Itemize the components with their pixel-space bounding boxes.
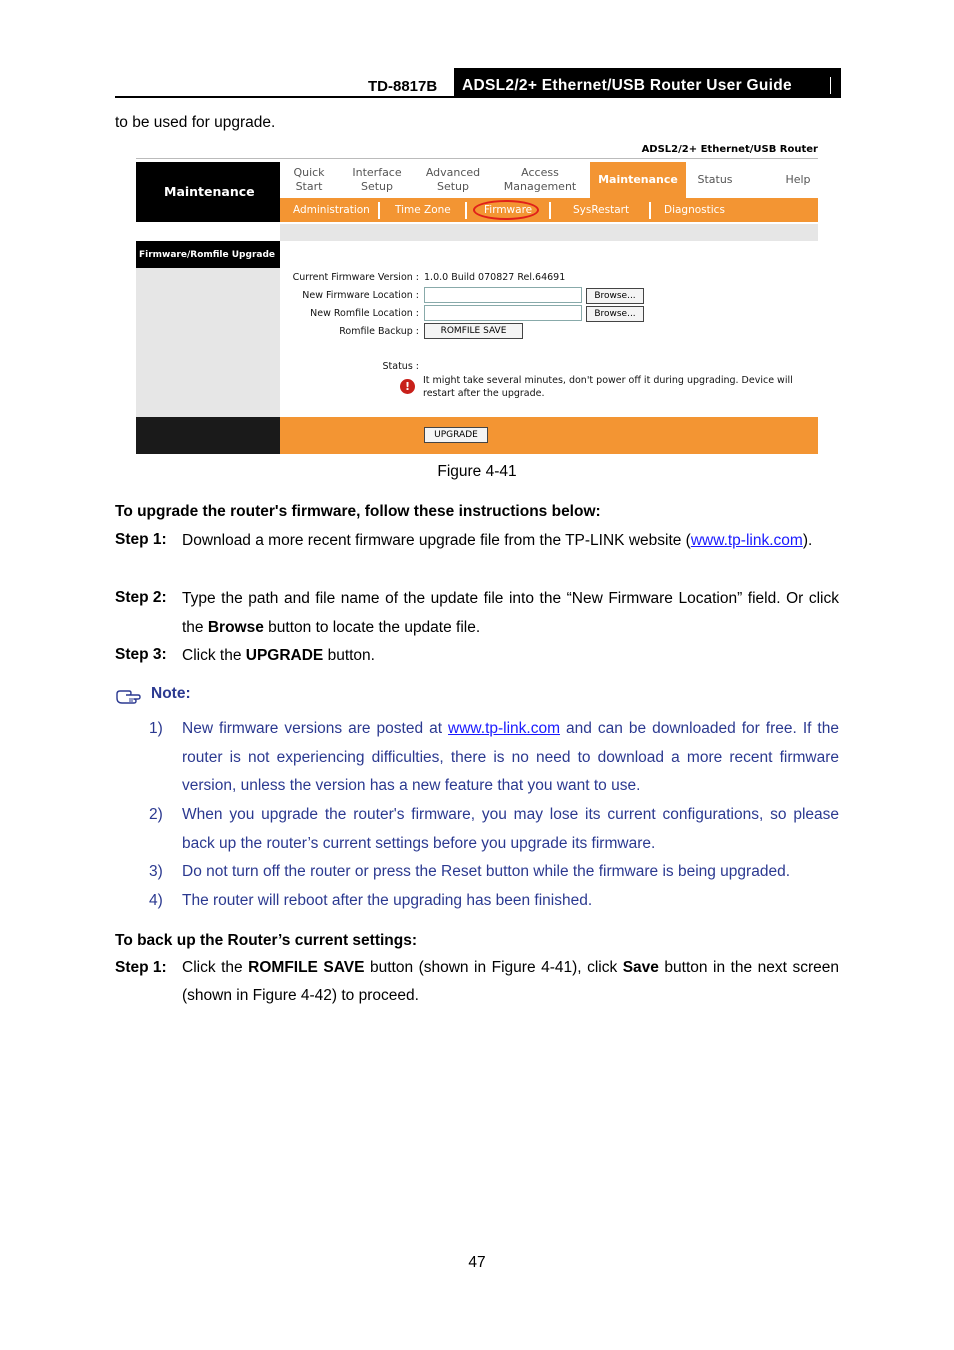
new-firmware-input[interactable] bbox=[424, 287, 582, 303]
intro-text: to be used for upgrade. bbox=[115, 114, 276, 131]
nav-label: Interface bbox=[352, 166, 402, 179]
header-title-divider bbox=[830, 77, 831, 94]
subnav-separator bbox=[378, 202, 380, 219]
nav-advanced-setup[interactable] bbox=[418, 166, 488, 194]
note-num-2: 2) bbox=[149, 806, 163, 823]
router-left-title: Maintenance bbox=[136, 162, 280, 222]
step3-text bbox=[182, 641, 839, 670]
step1-label: Step 1: bbox=[115, 531, 167, 548]
nav-label: Maintenance bbox=[598, 173, 678, 186]
subnav-administration[interactable]: Administration bbox=[293, 204, 370, 216]
step1-text-part: Download a more recent firmware upgrade file from the TP-LINK website ( bbox=[182, 532, 691, 549]
nav-label: Advanced bbox=[425, 166, 481, 179]
upgrade-heading: To upgrade the router's firmware, follow these instructions below: bbox=[115, 503, 601, 520]
label-new-firmware: New Firmware Location : bbox=[302, 290, 419, 301]
figure-caption: Figure 4-41 bbox=[437, 463, 517, 480]
header-title-text: ADSL2/2+ Ethernet/USB Router User Guide bbox=[462, 77, 792, 94]
backup-step1-label: Step 1: bbox=[115, 959, 167, 976]
router-gray-strip bbox=[280, 224, 818, 241]
nav-label: Quick bbox=[293, 166, 325, 179]
current-firmware-value: 1.0.0 Build 070827 Rel.64691 bbox=[424, 272, 566, 283]
backup-text-part: Click the bbox=[182, 959, 249, 976]
romfile-save-button[interactable]: ROMFILE SAVE bbox=[424, 323, 523, 339]
page-number: 47 bbox=[468, 1254, 486, 1271]
subnav-sysrestart[interactable]: SysRestart bbox=[573, 204, 630, 216]
router-sub-nav bbox=[280, 198, 818, 222]
subnav-separator bbox=[649, 202, 651, 219]
backup-bold-romfile-save: ROMFILE SAVE bbox=[248, 959, 365, 976]
subnav-separator bbox=[465, 202, 467, 219]
note-item-4: The router will reboot after the upgrading has been finished. bbox=[182, 892, 593, 909]
note-tp-link-link[interactable]: www.tp-link.com bbox=[448, 720, 560, 737]
warning-icon: ! bbox=[400, 379, 415, 394]
router-footer-left bbox=[136, 417, 280, 454]
nav-label: Help bbox=[785, 173, 811, 186]
router-top-nav bbox=[280, 162, 818, 198]
header-model: TD-8817B bbox=[368, 78, 438, 95]
router-footer bbox=[280, 417, 818, 454]
backup-text-part: button (shown in Figure 4-41), click bbox=[364, 959, 623, 976]
step2-text-part: Type the path and file name of the update file into the “New Firmware Location” field. Or click the bbox=[182, 590, 839, 636]
label-current-firmware: Current Firmware Version : bbox=[292, 272, 419, 283]
tp-link-website-link[interactable]: www.tp-link.com bbox=[690, 532, 803, 549]
note-item-1-text-end: and can be downloaded for free. If the router is not experiencing difficulties, there is no need to download a more recent firmware version, unless the version has a new feature that you want to use. bbox=[182, 720, 839, 794]
new-romfile-input[interactable] bbox=[424, 305, 582, 321]
note-item-1 bbox=[182, 715, 839, 801]
header-rule bbox=[115, 96, 841, 98]
backup-text-end: button in the next screen (shown in Figure 4-42) to proceed. bbox=[182, 959, 839, 1004]
label-new-romfile: New Romfile Location : bbox=[310, 308, 419, 319]
note-num-4: 4) bbox=[149, 892, 163, 909]
nav-access-management[interactable] bbox=[494, 166, 586, 194]
subnav-separator bbox=[549, 202, 551, 219]
nav-label: Start bbox=[295, 180, 323, 193]
label-status: Status : bbox=[382, 361, 419, 372]
nav-help[interactable] bbox=[770, 173, 826, 187]
step3-text-part: Click the bbox=[182, 647, 246, 664]
nav-quick-start[interactable] bbox=[280, 166, 338, 194]
upgrade-button[interactable]: UPGRADE bbox=[424, 427, 488, 443]
step3-bold-upgrade: UPGRADE bbox=[245, 647, 324, 664]
section-title: Firmware/Romfile Upgrade bbox=[136, 241, 280, 268]
subnav-firmware[interactable]: Firmware bbox=[484, 204, 533, 216]
subnav-time-zone[interactable]: Time Zone bbox=[395, 204, 451, 216]
nav-label: Setup bbox=[360, 180, 394, 193]
step2-label: Step 2: bbox=[115, 589, 167, 606]
router-brand: ADSL2/2+ Ethernet/USB Router bbox=[641, 144, 818, 155]
header-title bbox=[454, 68, 841, 98]
nav-maintenance[interactable] bbox=[590, 162, 686, 198]
step2-bold-browse: Browse bbox=[207, 619, 264, 636]
step1-text-end: ). bbox=[802, 532, 813, 549]
step1-text bbox=[182, 526, 839, 555]
router-brand-rule bbox=[136, 158, 818, 159]
router-screenshot bbox=[136, 140, 818, 454]
note-item-3: Do not turn off the router or press the Reset button while the firmware is being upgraded. bbox=[182, 863, 790, 880]
note-item-2: When you upgrade the router's firmware, you may lose its current configurations, so please back up the router’s current settings before you upgrade its firmware. bbox=[182, 806, 839, 852]
nav-label: Setup bbox=[436, 180, 470, 193]
browse-romfile-button[interactable]: Browse... bbox=[586, 306, 644, 322]
nav-interface-setup[interactable] bbox=[342, 166, 412, 194]
backup-step1-text bbox=[182, 954, 839, 1010]
note-item-1-text: New firmware versions are posted at bbox=[182, 720, 449, 737]
label-romfile-backup: Romfile Backup : bbox=[339, 326, 419, 337]
nav-label: Management bbox=[503, 180, 577, 193]
status-message: It might take several minutes, don't power off it during upgrading. Device will restart after the upgrade. bbox=[423, 375, 793, 399]
step3-label: Step 3: bbox=[115, 646, 167, 663]
pointing-hand-icon bbox=[116, 687, 142, 705]
subnav-diagnostics[interactable]: Diagnostics bbox=[664, 204, 725, 216]
step2-text-end: button to locate the update file. bbox=[263, 619, 481, 636]
note-title: Note: bbox=[151, 685, 191, 702]
backup-heading: To back up the Router’s current settings: bbox=[115, 932, 418, 949]
backup-bold-save: Save bbox=[622, 959, 659, 976]
step3-text-end: button. bbox=[323, 647, 375, 664]
note-num-3: 3) bbox=[149, 863, 163, 880]
nav-label: Status bbox=[697, 173, 733, 186]
nav-label: Access bbox=[521, 166, 559, 179]
browse-firmware-button[interactable]: Browse... bbox=[586, 288, 644, 304]
step2-text bbox=[182, 584, 839, 642]
note-num-1: 1) bbox=[149, 720, 163, 737]
nav-status[interactable] bbox=[686, 173, 744, 187]
